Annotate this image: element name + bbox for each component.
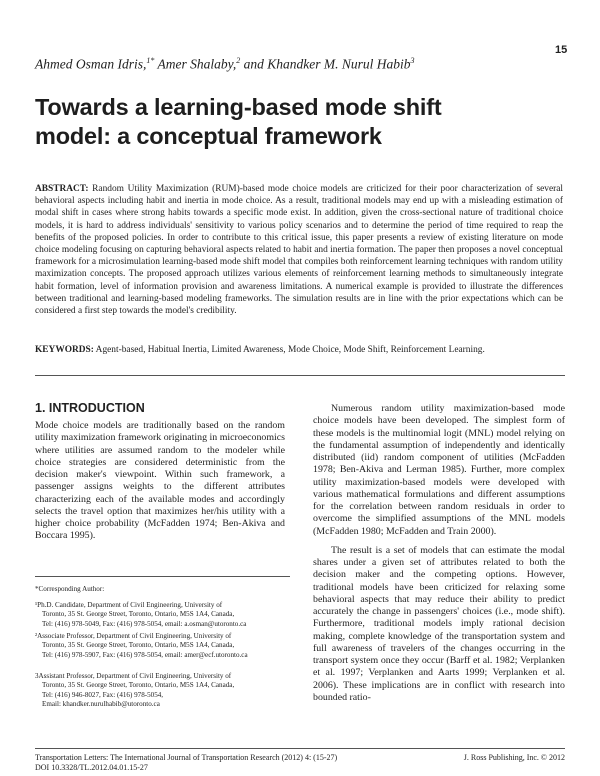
paper-title (35, 93, 575, 151)
intro-right-column (313, 403, 565, 704)
keywords-divider (35, 375, 565, 376)
keywords (35, 344, 563, 356)
keywords-label: KEYWORDS: (35, 345, 94, 355)
page-footer (35, 753, 565, 774)
author-3: and Khandker M. Nurul Habib (240, 56, 411, 72)
footnote-3-line-4: Email: khandker.nurulhabib@utoronto.ca (42, 700, 160, 709)
footnote-3-line-1: 3Assistant Professor, Department of Civil Engineering, University of (35, 672, 232, 680)
footnote-divider (35, 576, 290, 577)
abstract (35, 183, 563, 317)
doi: DOI 10.3328/TL.2012.04.01.15-27 (35, 763, 148, 773)
paper-title-line-2: model: a conceptual framework (35, 123, 382, 149)
footnote-1-line-1: ¹Ph.D. Candidate, Department of Civil Engineering, University of (35, 601, 223, 609)
footnote-1-line-3: Tel: (416) 978-5049, Fax: (416) 978-5054, email: a.osman@utoronto.ca (42, 619, 247, 628)
abstract-text: Random Utility Maximization (RUM)-based mode choice models are criticized for their poor characterization of several behavioral aspects including habit and inertia in mode choice. As a result, traditional models may end up with a misleading estimation of modal shift in cases where strong habits towards a specific mode exist. In addition, given the cross-sectional nature of traditional choice models, it is hard to address individuals' sensitivity to various policy scenarios and to determine the period of time required to reap the benefits of the proposed policies. In order to contribute to this critical issue, this paper presents a review of existing literature on mode choice modeling focusing on capturing behavioral aspects related to habit and inertia formation. The paper then proposes a novel conceptual framework for a microsimulation learning-based mode shift model that compiles both reinforcement learning techniques with random utility maximization concepts. The proposed approach utilizes various elements of reinforcement learning methods to simultaneously integrate habit formation, level of information provision and awareness limitations. A numerical example is provided to illustrate the differences between traditional and learning-based modeling frameworks. The simulation results are in line with the prior expectations which can be considered a first step towards the model's credibility. (35, 184, 563, 317)
footnote-3 (35, 672, 295, 710)
author-2-affiliation: 2 (236, 56, 241, 65)
intro-right-paragraph-1: Numerous random utility maximization-based mode choice models have been developed. The simplest form of these models is the multinomial logit (MNL) model relying on the fundamental assumption of independently and identically distributed (iid) random component of utilities (McFadden 1978; Ben-Akiva and Lerman 1985). Further, more complex utility maximization-based models were developed with various mathematical formulations and different assumptions for the correlation between random residuals in order to overcome the simplified assumptions of the MNL models (McFadden 1980; McFadden and Train 2000). (313, 403, 565, 537)
corresponding-author-note: *Corresponding Author: (35, 585, 105, 593)
footer-divider (35, 748, 565, 749)
page-number: 15 (555, 44, 568, 56)
author-list (35, 56, 555, 73)
author-2: Amer Shalaby, (154, 56, 237, 72)
footnote-3-line-3: Tel: (416) 946-8027, Fax: (416) 978-5054, (42, 690, 164, 699)
paper-title-line-1: Towards a learning-based mode shift (35, 94, 442, 120)
intro-left-paragraph: Mode choice models are traditionally based on the random utility maximization framework originating in microeconomics where utilities are assumed random to the modeler while choice strategies are considered deterministic from the decision maker's viewpoint. Within such framework, a passenger assigns weights to the different attributes characterizing each of the available modes and accordingly selects the travel option that maximizes her/his utility with a higher choice probability (McFadden 1974; Ben-Akiva and Boccara 1995). (35, 420, 285, 542)
journal-citation: Transportation Letters: The International Journal of Transportation Research (2012) 4: (15-27) (35, 753, 338, 762)
footnote-2 (35, 632, 295, 660)
footnote-2-line-2: Toronto, 35 St. George Street, Toronto, Ontario, M5S 1A4, Canada, (42, 641, 235, 650)
abstract-label: ABSTRACT: (35, 184, 89, 194)
keywords-text: Agent-based, Habitual Inertia, Limited Awareness, Mode Choice, Mode Shift, Reinforcement Learning. (93, 345, 485, 355)
author-3-affiliation: 3 (410, 56, 415, 65)
footnote-1-line-2: Toronto, 35 St. George Street, Toronto, Ontario, M5S 1A4, Canada, (42, 610, 235, 619)
author-1-affiliation: 1* (146, 56, 155, 65)
footnote-2-line-1: ²Associate Professor, Department of Civil Engineering, University of (35, 632, 232, 640)
author-1: Ahmed Osman Idris, (35, 56, 147, 72)
intro-right-paragraph-2: The result is a set of models that can estimate the modal shares under a given set of attributes related to both the decision maker and the competing options. However, traditional models have been criticized for relaxing some behavioral aspects that may reduce their ability to predict accurately the change in passengers' choices (i.e., mode shift). Furthermore, traditional models imply rational decision making, complete knowledge of the transportation system and full awareness of travelers of the changes occurring in the transport system once they occur (Barff et al. 1982; Verplanken et al. 1997; Verplanken and Aarts 1999; Verplanken et al. 2006). These implications are in conflict with research into bounded ratio- (313, 544, 565, 703)
footnote-3-line-2: Toronto, 35 St. George Street, Toronto, Ontario, M5S 1A4, Canada, (42, 681, 235, 690)
footnote-1 (35, 601, 295, 629)
footnote-2-line-3: Tel: (416) 978-5907, Fax: (416) 978-5054, email: amer@ecf.utoronto.ca (42, 650, 248, 659)
section-heading: 1. INTRODUCTION (35, 401, 145, 415)
publisher-copyright: J. Ross Publishing, Inc. © 2012 (463, 753, 565, 762)
